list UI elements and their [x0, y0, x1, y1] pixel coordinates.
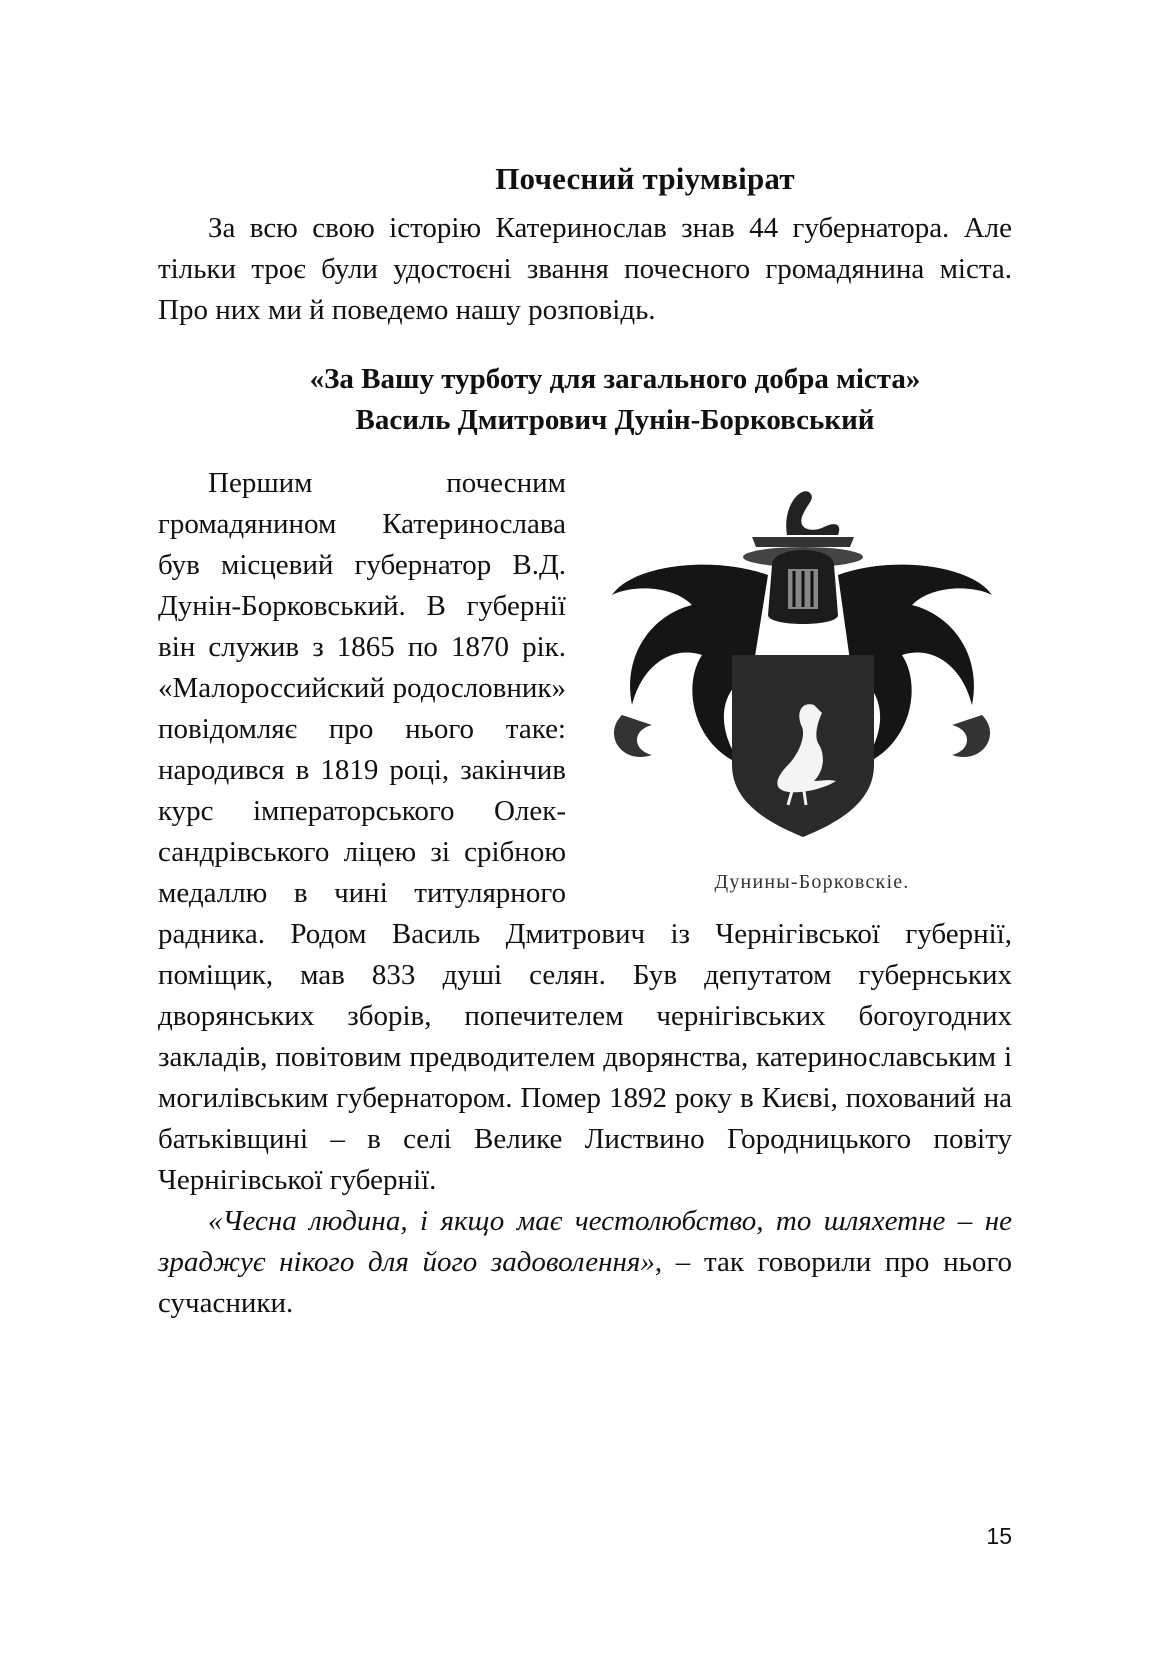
biography-paragraph: Першим почесним громадянином Катеринослава був місцевий губернатор В.Д. Дунін-Борковський. В губернії він служив з 1865 по 1870 рік. «Малороссийский родословник» повідомляє про нього таке: народився в 1819 році, закінчив курс імператорського Олександрівського ліцею зі срібною медаллю в чині титулярного радника. Родом Василь Дмитрович із Чернігівської губернії, поміщик, мав 833 душі селян. Був депутатом губернських дворянських зборів, попечителем чернігівських богоугодних закладів, повітовим предводителем дворянства, катеринославським і могилівським губернатором. Помер 1892 року в Києві, похований на батьківщині – в селі Велике Листвино Городницького повіту Чернігівської губернії. — [158, 467, 1012, 1196]
coat-of-arms-figure — [592, 465, 1012, 894]
page-number: 15 — [986, 1523, 1012, 1549]
page-content — [158, 150, 1012, 1324]
quote-paragraph — [158, 1201, 1012, 1324]
section-heading-quote: «За Вашу турботу для загального добра міста» — [309, 363, 921, 395]
section-body — [158, 463, 1012, 1324]
section-heading — [158, 359, 1012, 441]
intro-paragraph: За всю свою історію Катеринослав знав 44 губернатора. Але тільки троє були удостоєні звання почесного громадянина міста. Про них ми й поведемо нашу розповідь. — [158, 212, 1012, 326]
page-title: Почесний тріумвірат — [495, 161, 795, 196]
figure-caption: Дунины-Борковскіе. — [714, 871, 910, 893]
quote-text: «Чесна людина, і якщо має честолюбство, то шляхетне – не зраджує нікого для його задоволення» — [158, 1205, 1012, 1278]
coat-of-arms-icon — [592, 465, 1012, 865]
quote-attribution: , – так говорили про нього сучасники. — [158, 1246, 1013, 1319]
section-heading-name: Василь Дмитрович Дунін-Борковський — [355, 404, 875, 436]
